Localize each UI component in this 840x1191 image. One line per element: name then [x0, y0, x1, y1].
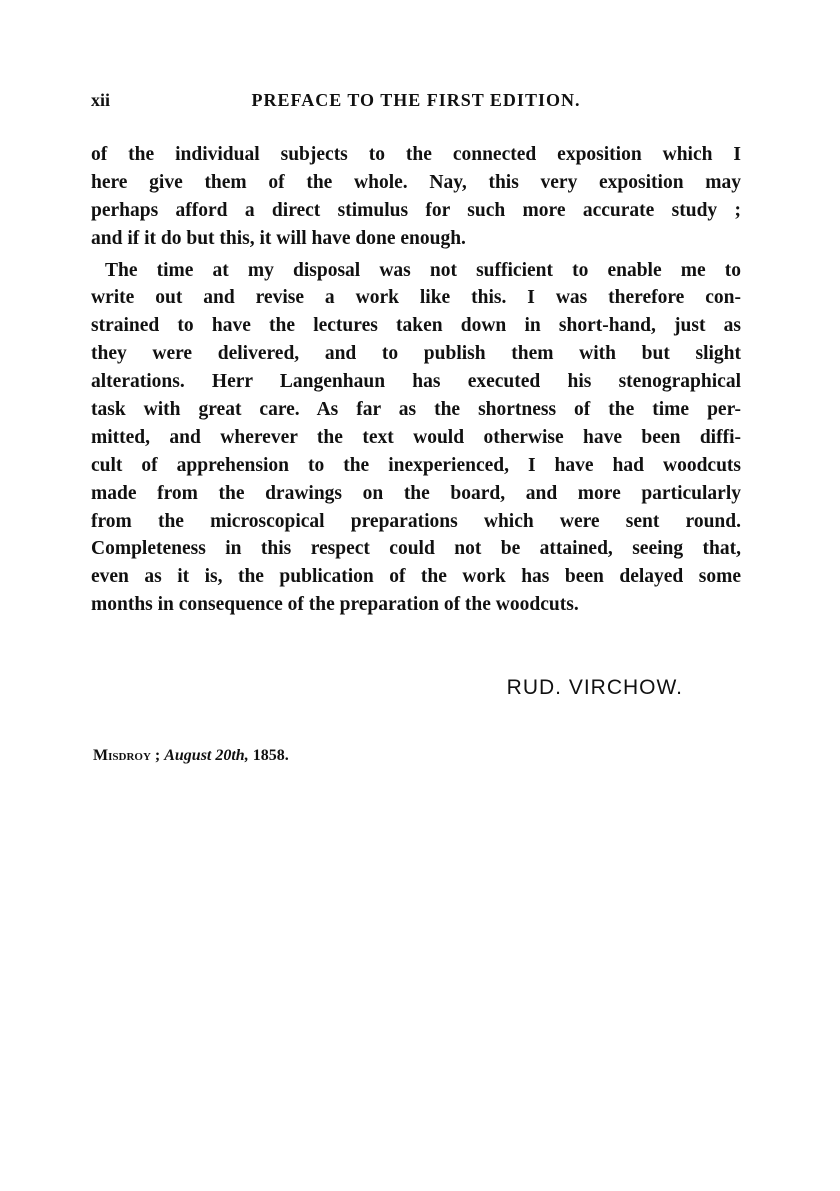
text-line: The time at my disposal was not sufficient to enable me to: [105, 259, 741, 281]
text-line: of the individual subjects to the connected exposition which I: [91, 144, 741, 165]
running-title: PREFACE TO THE FIRST EDITION.: [251, 90, 581, 110]
text-line: cult of apprehension to the inexperienced, I have had woodcuts: [91, 454, 741, 476]
text-line: task with great care. As far as the shortness of the time per-: [91, 399, 741, 421]
year: 1858.: [252, 747, 289, 764]
date: August 20th,: [164, 747, 249, 764]
page-number: xii: [91, 90, 111, 110]
place: Misdroy ;: [93, 747, 161, 764]
text-line: Completeness in this respect could not be attained, seeing that,: [91, 538, 741, 560]
preface-body: [91, 141, 741, 619]
dateline: [93, 747, 289, 765]
text-line: mitted, and wherever the text would otherwise have been diffi-: [91, 426, 741, 448]
paragraph: [91, 257, 741, 620]
text-line: made from the drawings on the board, and more particularly: [91, 482, 741, 504]
text-line: months in consequence of the preparation of the woodcuts.: [91, 594, 579, 616]
text-line: perhaps afford a direct stimulus for such more accurate study ;: [91, 199, 741, 221]
text-line: here give them of the whole. Nay, this very exposition may: [91, 171, 741, 193]
text-line: alterations. Herr Langenhaun has executed his stenographical: [91, 371, 741, 393]
paragraph: [91, 141, 741, 253]
text-line: write out and revise a work like this. I was therefore con-: [91, 287, 741, 309]
text-line: they were delivered, and to publish them with but slight: [91, 343, 741, 365]
text-line: even as it is, the publication of the work has been delayed some: [91, 566, 741, 588]
running-header: [91, 90, 741, 116]
text-line: strained to have the lectures taken down in short-hand, just as: [91, 315, 741, 337]
text-line: and if it do but this, it will have done enough.: [91, 227, 466, 249]
author-signature: RUD. VIRCHOW.: [506, 676, 683, 699]
text-line: from the microscopical preparations which were sent round.: [91, 510, 741, 532]
